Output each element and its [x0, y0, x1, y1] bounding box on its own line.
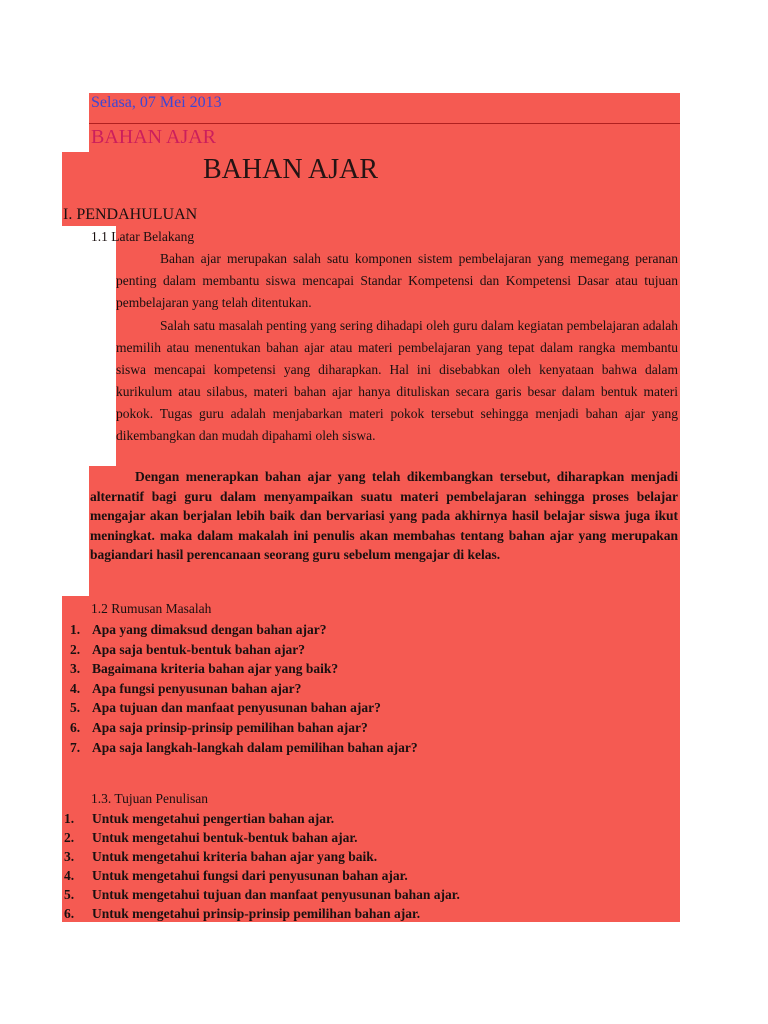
subsection-heading: 1.2 Rumusan Masalah	[91, 601, 212, 616]
post-title[interactable]: BAHAN AJAR	[91, 126, 217, 148]
divider	[89, 123, 680, 124]
post-date: Selasa, 07 Mei 2013	[91, 94, 222, 111]
list-item: 5. Apa tujuan dan manfaat penyusunan bahan ajar?	[70, 700, 381, 716]
list-item: 4. Apa fungsi penyusunan bahan ajar?	[70, 680, 302, 696]
list-item: 2. Untuk mengetahui bentuk-bentuk bahan ajar.	[64, 830, 358, 845]
rumusan-list	[70, 620, 670, 757]
list-item: 1. Apa yang dimaksud dengan bahan ajar?	[70, 622, 327, 637]
list-item: 4. Untuk mengetahui fungsi dari penyusunan bahan ajar.	[64, 868, 408, 883]
subsection-heading: 1.1 Latar Belakang	[91, 229, 195, 244]
list-item: 5. Untuk mengetahui tujuan dan manfaat penyusunan bahan ajar.	[64, 887, 460, 902]
paragraph: Salah satu masalah penting yang sering dihadapi oleh guru dalam kegiatan pembelajaran adalah memilih atau menentukan bahan ajar atau materi pembelajaran yang tepat dalam rangka membantu siswa mencapai kompetensi yang diharapkan. Hal ini disebabkan oleh kenyataan bahwa dalam kurikulum atau silabus, materi bahan ajar hanya dituliskan secara garis besar dalam bentuk materi pokok. Tugas guru adalah menjabarkan materi pokok tersebut sehingga menjadi bahan ajar yang dikembangkan dan mudah dipahami oleh siswa.	[116, 318, 678, 443]
list-item: 3. Untuk mengetahui kriteria bahan ajar yang baik.	[64, 849, 378, 864]
section-heading: I. PENDAHULUAN	[63, 206, 198, 223]
list-item: 1. Untuk mengetahui pengertian bahan ajar.	[64, 811, 335, 826]
list-item: 7. Apa saja langkah-langkah dalam pemilihan bahan ajar?	[70, 739, 418, 755]
list-item: 2. Apa saja bentuk-bentuk bahan ajar?	[70, 641, 306, 657]
document-title: BAHAN AJAR	[203, 154, 379, 185]
list-item: 6. Untuk mengetahui prinsip-prinsip pemilihan bahan ajar.	[64, 906, 421, 921]
tujuan-list	[64, 809, 664, 923]
paragraph-bold: Dengan menerapkan bahan ajar yang telah dikembangkan tersebut, diharapkan menjadi alternatif bagi guru dalam menyampaikan suatu materi pembelajaran sehingga proses belajar mengajar akan berjalan lebih baik dan bervariasi yang pada akhirnya hasil belajar siswa juga ikut meningkat. maka dalam makalah ini penulis akan membahas tentang bahan ajar yang merupakan bagiandari hasil perencanaan seorang guru sebelum mengajar di kelas.	[90, 469, 678, 562]
list-item: 6. Apa saja prinsip-prinsip pemilihan bahan ajar?	[70, 719, 368, 735]
subsection-heading: 1.3. Tujuan Penulisan	[91, 791, 209, 806]
list-item: 3. Bagaimana kriteria bahan ajar yang baik?	[70, 661, 339, 677]
paragraph: Bahan ajar merupakan salah satu komponen sistem pembelajaran yang memegang peranan penting dalam membantu siswa mencapai Standar Kompetensi dan Kompetensi Dasar atau tujuan pembelajaran yang telah ditentukan.	[116, 251, 678, 310]
